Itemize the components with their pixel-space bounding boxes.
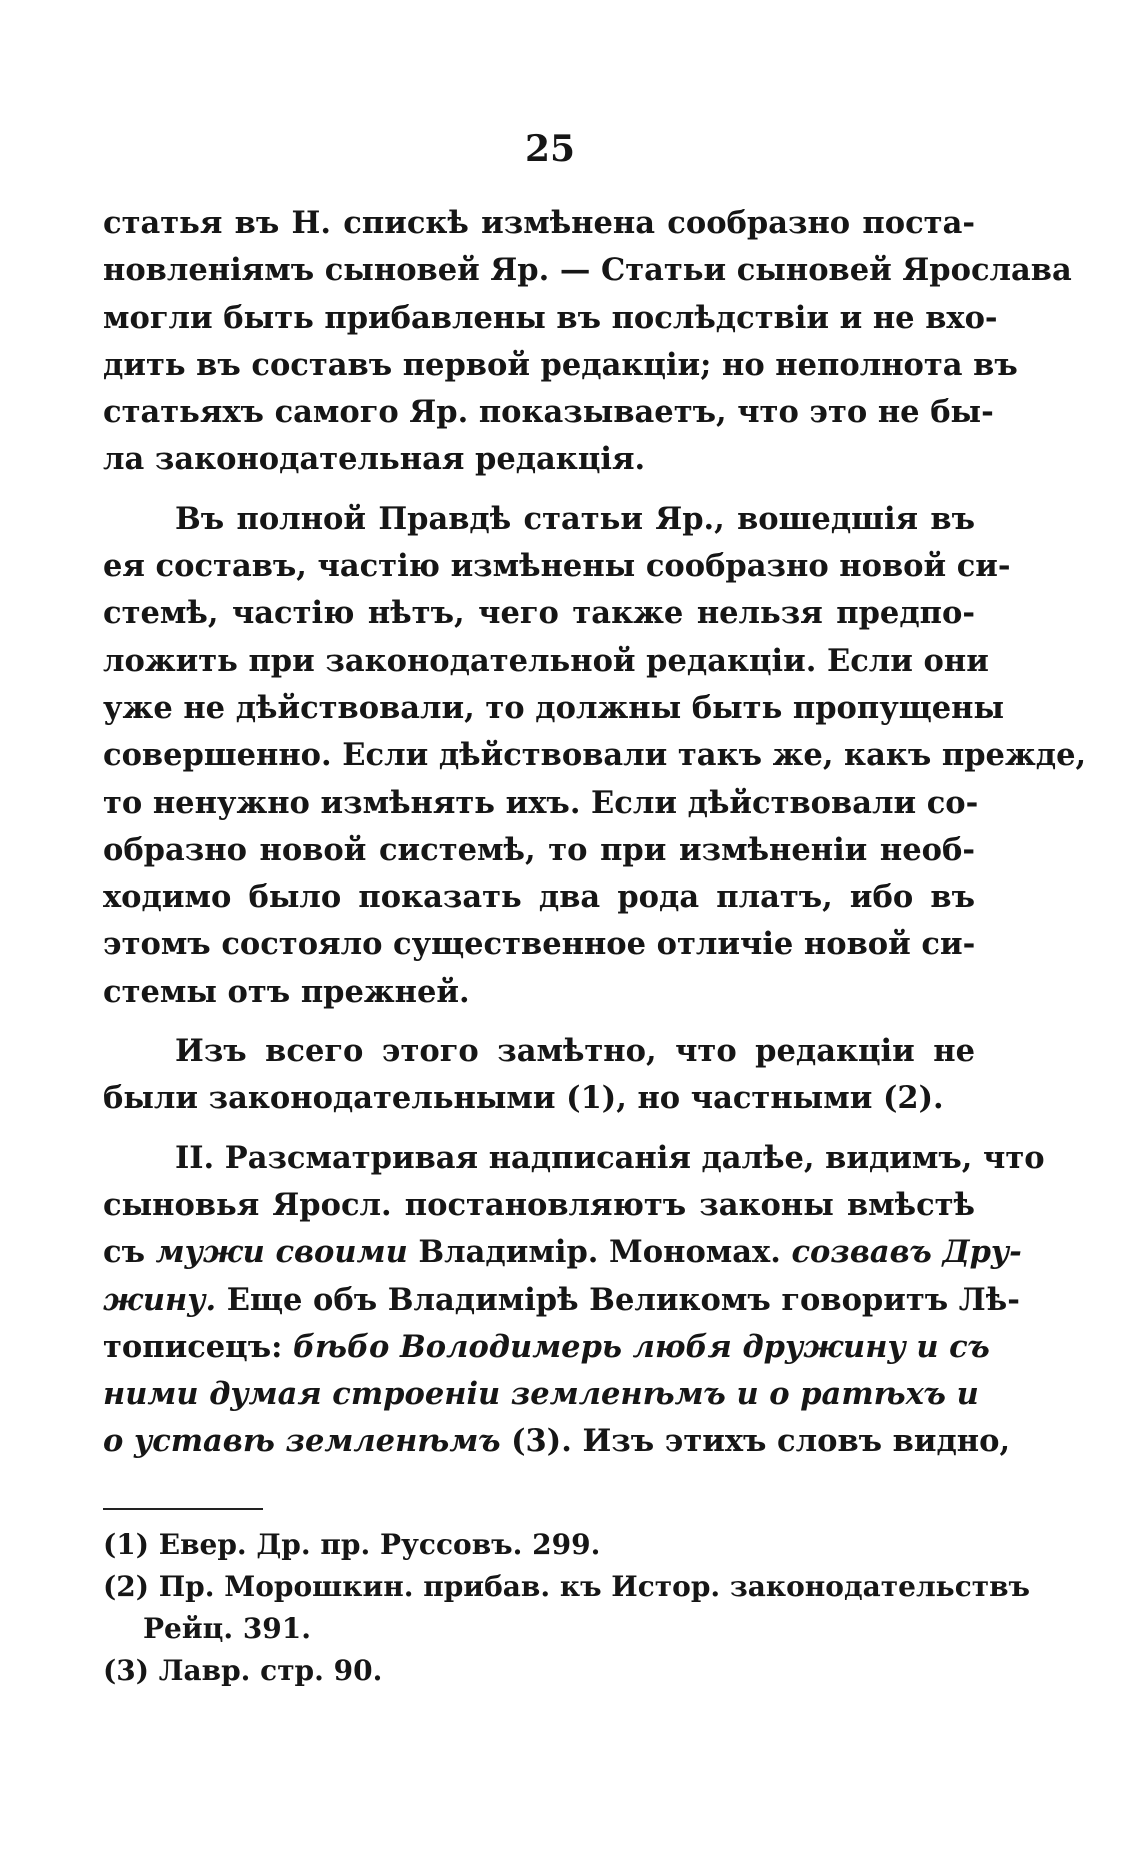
- text-segment: тописецъ:: [103, 1328, 283, 1365]
- text-line: [103, 1229, 1022, 1276]
- text-line: могли быть прибавлены въ послѣдствіи и не вхо-: [103, 299, 998, 336]
- body-text: [103, 200, 1087, 1466]
- text-line: статья въ Н. спискѣ измѣнена сообразно поста-: [103, 205, 975, 241]
- text-line: образно новой системѣ, то при измѣненіи необ-: [103, 831, 975, 868]
- text-line: статьяхъ самого Яр. показываетъ, что это не бы-: [103, 394, 994, 431]
- text-line: совершенно. Если дѣйствовали такъ же, какъ прежде,: [103, 737, 1087, 774]
- footnotes: [103, 1524, 1031, 1692]
- text-segment: (3). Изъ этихъ словъ видно,: [511, 1423, 1011, 1460]
- text-segment: Еще объ Владимірѣ Великомъ говоритъ Лѣ-: [226, 1281, 1020, 1318]
- text-line: II. Разсматривая надписанія далѣе, видимъ, что: [175, 1139, 1045, 1176]
- text-line: сыновья Яросл. постановляютъ законы вмѣстѣ: [103, 1186, 975, 1223]
- text-line: стемы отъ прежней.: [103, 973, 470, 1010]
- footnote-3: (3) Лавр. стр. 90.: [103, 1654, 383, 1687]
- text-line: стемѣ, частію нѣтъ, чего также нельзя предпо-: [103, 595, 975, 632]
- text-line: были законодательными (1), но частными (2).: [103, 1080, 944, 1117]
- footnote-2: (2) Пр. Морошкин. прибав. къ Истор. законодательствъ: [103, 1570, 1031, 1603]
- text-line: уже не дѣйствовали, то должны быть пропущены: [103, 689, 1005, 726]
- text-segment: Владимір. Мономах.: [418, 1234, 781, 1271]
- text-line: [103, 1418, 1011, 1465]
- text-line: ними думая строеніи земленѣмъ и о ратѣхъ и: [103, 1376, 979, 1413]
- footnote-2-continuation: Рейц. 391.: [143, 1612, 312, 1645]
- quoted-phrase: жину.: [103, 1281, 217, 1318]
- text-line: новленіямъ сыновей Яр. — Статьи сыновей Ярослава: [103, 252, 1072, 289]
- text-line: этомъ состояло существенное отличіе новой си-: [103, 926, 976, 963]
- paragraph-2: [103, 496, 1087, 1016]
- footnote-divider: [103, 1508, 263, 1510]
- quoted-phrase: о уставѣ земленѣмъ: [103, 1423, 501, 1460]
- footnote-1: (1) Евер. Др. пр. Руссовъ. 299.: [103, 1528, 601, 1561]
- text-line: Въ полной Правдѣ статьи Яр., вошедшія въ: [175, 500, 975, 537]
- text-line: то ненужно измѣнять ихъ. Если дѣйствовали со-: [103, 784, 979, 821]
- text-line: ла законодательная редакція.: [103, 441, 646, 478]
- text-line: [103, 1277, 1020, 1324]
- paragraph-1: [103, 200, 1072, 484]
- text-line: Изъ всего этого замѣтно, что редакціи не: [175, 1033, 975, 1070]
- paragraph-4: [103, 1135, 1045, 1466]
- paragraph-3: [103, 1028, 975, 1123]
- text-line: [103, 1324, 990, 1371]
- text-line: дить въ составъ первой редакціи; но неполнота въ: [103, 346, 1018, 383]
- quoted-phrase: бѣбо Володимерь любя дружину и съ: [292, 1328, 990, 1365]
- text-line: ходимо было показать два рода платъ, ибо въ: [103, 879, 975, 916]
- text-line: ложить при законодательной редакціи. Если они: [103, 642, 989, 679]
- text-segment: съ: [103, 1234, 145, 1271]
- text-line: ея составъ, частію измѣнены сообразно новой си-: [103, 548, 1011, 585]
- quoted-phrase: мужи своими: [155, 1234, 408, 1271]
- quoted-phrase: созвавъ Дру-: [791, 1234, 1022, 1271]
- page-number: 25: [524, 128, 576, 170]
